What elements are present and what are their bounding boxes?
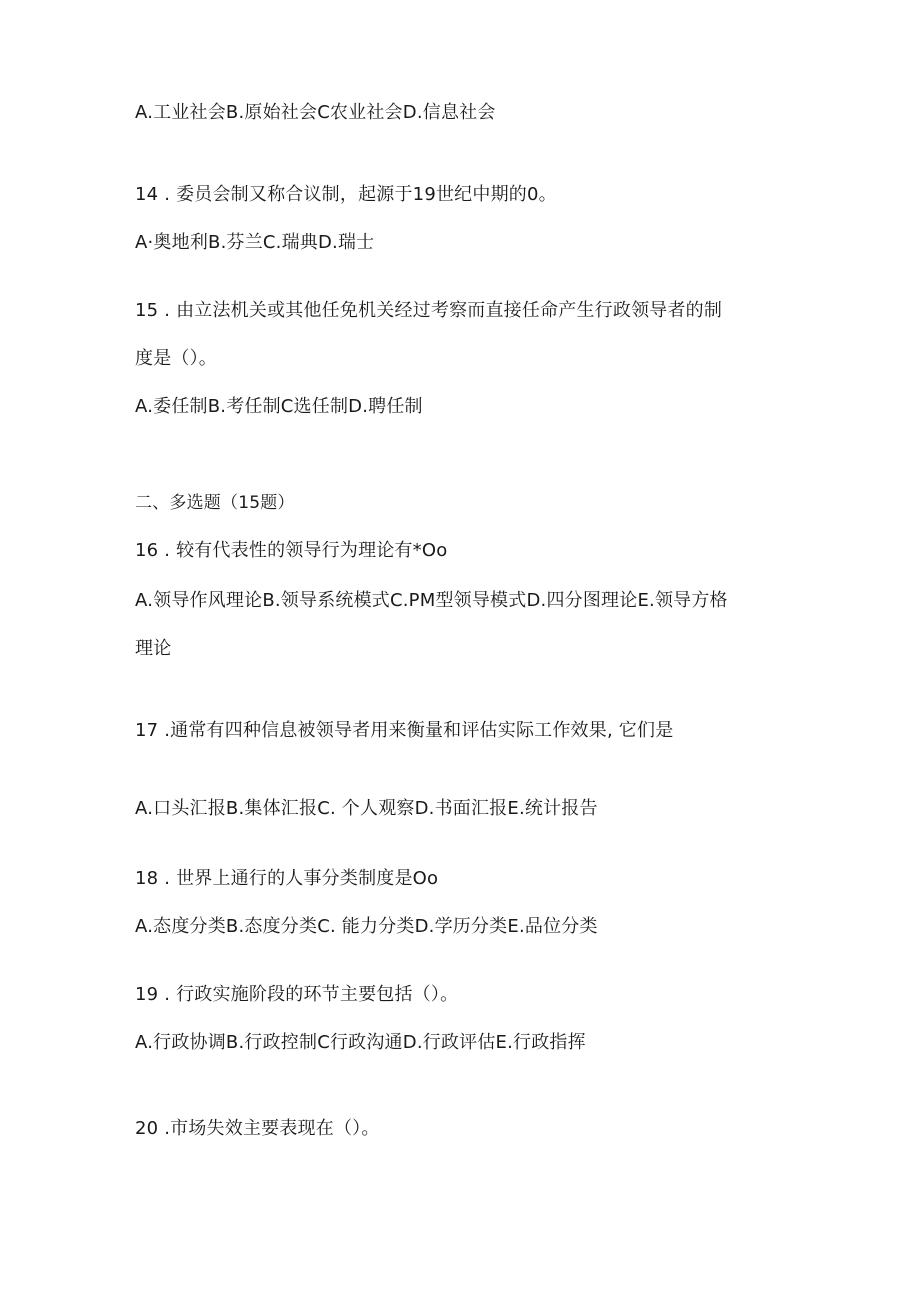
q14-question: 14 . 委员会制又称合议制，起源于19世纪中期的0。 [135,184,557,205]
q18-question: 18 . 世界上通行的人事分类制度是Oo [135,868,439,889]
q13-options: A.工业社会B.原始社会C农业社会D.信息社会 [135,102,496,123]
section-heading: 二、多选题（15题） [135,493,295,513]
q16-question: 16 . 较有代表性的领导行为理论有*Oo [135,540,448,561]
q17-question: 17 .通常有四种信息被领导者用来衡量和评估实际工作效果, 它们是 [135,720,674,741]
q15-question-line-1: 15 . 由立法机关或其他任免机关经过考察而直接任命产生行政领导者的制 [135,300,723,321]
q19-question: 19 . 行政实施阶段的环节主要包括（）。 [135,984,459,1005]
q15-question-line-2: 度是（）。 [135,348,217,369]
q16-options-line-2: 理论 [135,638,172,659]
q14-options: A·奥地利B.芬兰C.瑞典D.瑞士 [135,232,375,253]
q20-question: 20 .市场失效主要表现在（）。 [135,1118,380,1139]
q17-options: A.口头汇报B.集体汇报C. 个人观察D.书面汇报E.统计报告 [135,798,598,819]
q16-options-line-1: A.领导作风理论B.领导系统模式C.PM型领导模式D.四分图理论E.领导方格 [135,590,728,611]
q18-options: A.态度分类B.态度分类C. 能力分类D.学历分类E.品位分类 [135,916,598,937]
q19-options: A.行政协调B.行政控制C行政沟通D.行政评估E.行政指挥 [135,1032,586,1053]
q15-options: A.委任制B.考任制C选任制D.聘任制 [135,396,423,417]
